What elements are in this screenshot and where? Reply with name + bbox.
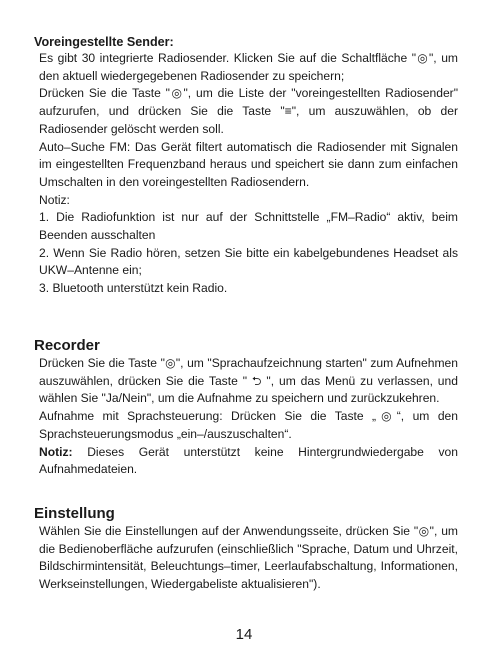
notiz-text: Dieses Gerät unterstützt keine Hintergrundwiedergabe von Aufnahmedateien. [39,444,458,477]
page-number: 14 [235,626,253,643]
notiz-label: Notiz: [39,444,73,459]
notiz-label: Notiz: [39,192,70,207]
section-title-preset-stations: Voreingestellte Sender: [34,35,174,49]
section-title-recorder: Recorder [34,337,100,354]
section-preset-stations [34,34,458,298]
paragraph-auto-search: Auto–Suche FM: Das Gerät filtert automatisch die Radiosender mit Signalen im eingestellten Frequenzband heraus und speichert sie dann zum einfachen Umschalten in den voreingestellten Radiosendern. [39,139,458,189]
paragraph-voice-control: Aufnahme mit Sprachsteuerung: Drücken Sie die Taste „◎“, um den Sprachsteuerungsmodus „ein–/auszuschalten“. [39,409,458,441]
section-settings [34,505,458,594]
section-recorder [34,337,458,479]
section-title-settings: Einstellung [34,505,115,522]
paragraph-recording: Drücken Sie die Taste "◎", um "Sprachaufzeichnung starten" zum Aufnehmen auszuwählen, drücken Sie die Taste " ⮌ ", um das Menü zu verlassen, und wählen Sie "Ja/Nein", um die Aufnahme zu speichern und zurückzukehren. [39,356,458,406]
paragraph-save-station: Es gibt 30 integrierte Radiosender. Klicken Sie auf die Schaltfläche "◎", um den aktuell wiedergegebenen Radiosender zu speichern; [39,51,458,83]
paragraph-preset-list: Drücken Sie die Taste "◎", um die Liste der "voreingestellten Radiosender" aufzurufen, und drücken Sie die Taste "≡", um auszuwählen, ob der Radiosender gelöscht werden soll. [39,86,458,136]
note-item: 2. Wenn Sie Radio hören, setzen Sie bitte ein kabelgebundenes Headset als UKW–Antenne ein; [39,245,458,278]
paragraph-settings: Wählen Sie die Einstellungen auf der Anwendungsseite, drücken Sie "◎", um die Bedienoberfläche aufzurufen (einschließlich "Sprache, Datum und Uhrzeit, Bildschirmintensität, Beleuchtungs–timer, Leerlaufabschaltung, Informationen, Werkseinstellungen, Wiedergabeliste aktualisieren"). [39,524,458,592]
note-item: 1. Die Radiofunktion ist nur auf der Schnittstelle „FM–Radio“ aktiv, beim Beenden ausschalten [39,210,458,243]
recorder-note [34,444,458,479]
note-item: 3. Bluetooth unterstützt kein Radio. [39,281,228,296]
